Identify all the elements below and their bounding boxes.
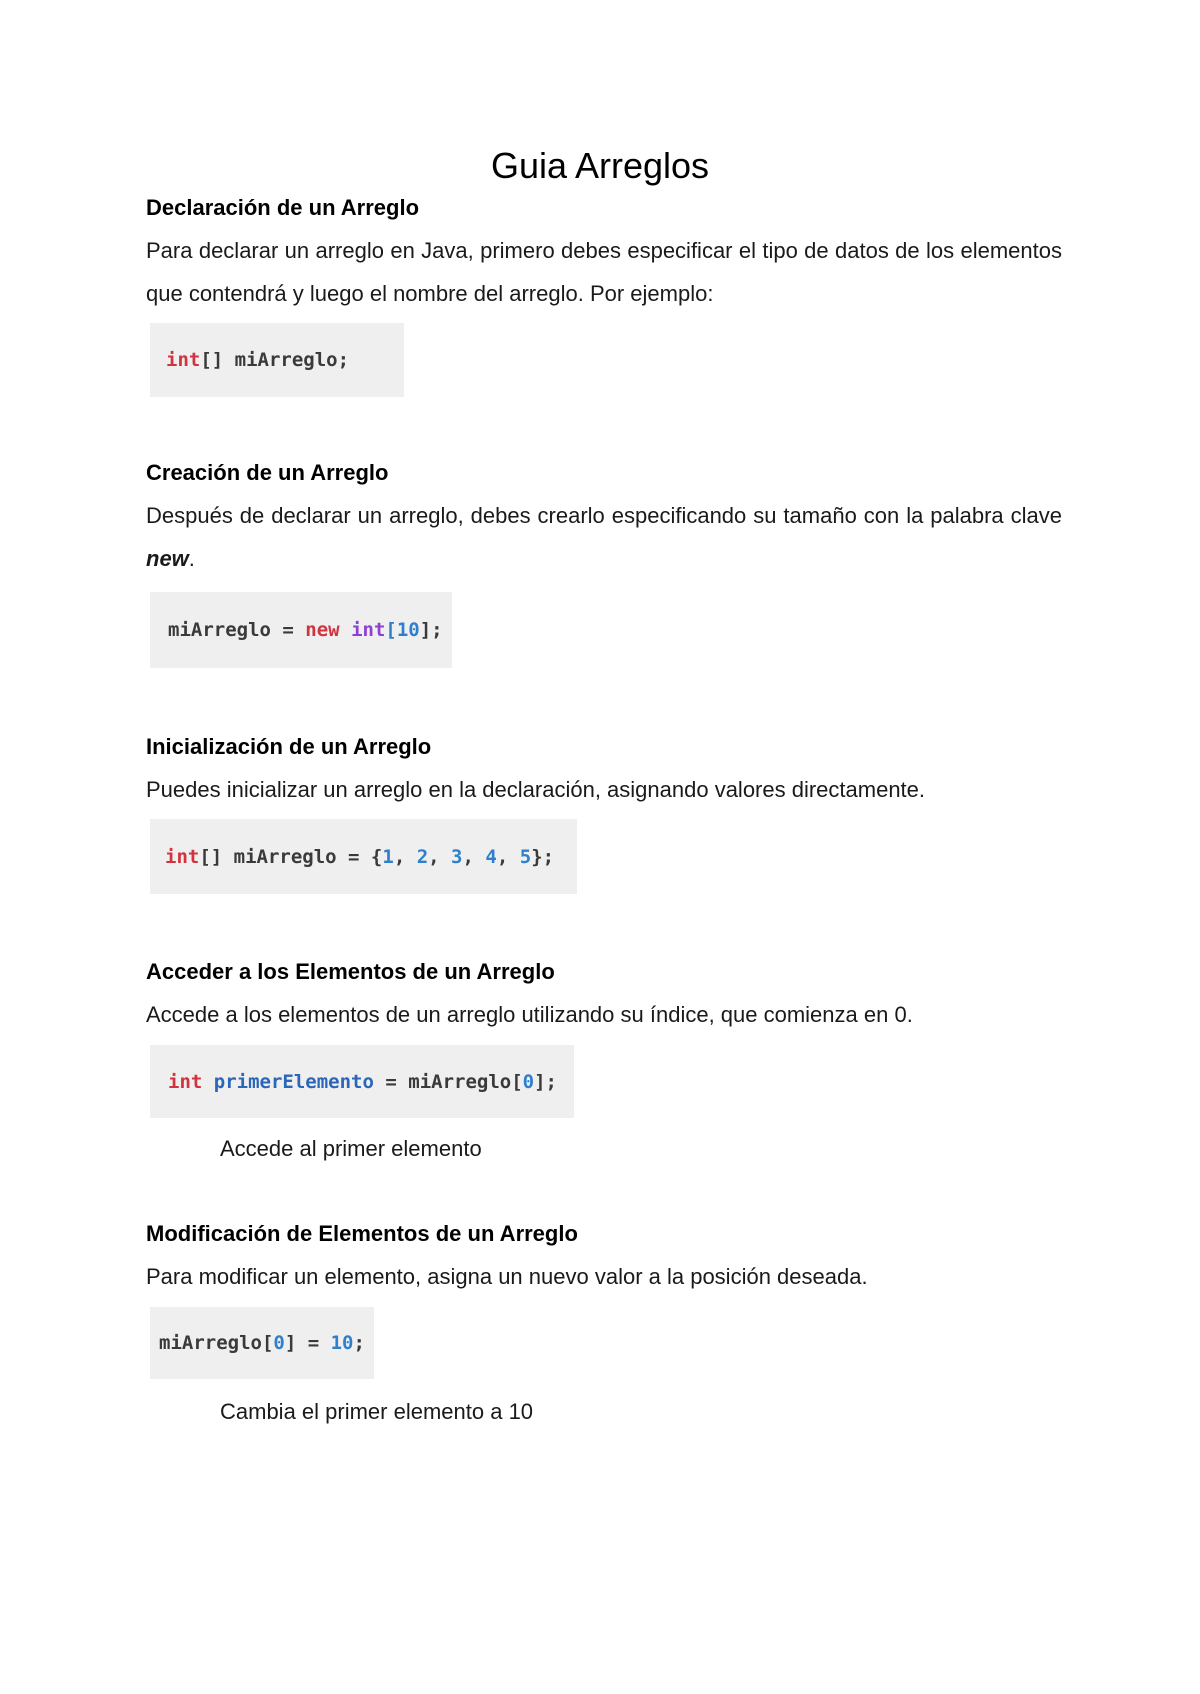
code-token-keyword: int [166,349,201,371]
section-heading-declaracion: Declaración de un Arreglo [146,195,420,220]
code-block-creacion [150,592,452,668]
code-token-separator: , [428,845,452,868]
code-token-text: miArreglo = [168,619,306,641]
code-block-inicializacion [150,819,577,894]
section-text-creacion-end: . [188,546,195,571]
code-note-modificacion: Cambia el primer elemento a 10 [220,1399,534,1424]
keyword-new: new [146,546,189,571]
code-token-number: 0 [522,1070,535,1093]
code-token-text: ] = [284,1332,331,1354]
code-token-type: int [351,619,386,641]
code-token-text: ]; [534,1070,557,1093]
code-token-number: 10 [396,619,420,641]
code-block-acceder [150,1045,574,1118]
section-text-acceder: Accede a los elementos de un arreglo utilizando su índice, que comienza en 0. [146,1002,913,1027]
code-token-separator: , [462,845,486,868]
code-token-number: 5 [519,845,532,868]
code-token-number: 0 [273,1332,285,1354]
code-token-number: 3 [451,845,463,868]
code-token-separator: , [393,845,417,868]
section-heading-creacion: Creación de un Arreglo [146,460,389,485]
section-heading-acceder: Acceder a los Elementos de un Arreglo [146,959,555,984]
code-token-text: }; [531,845,555,868]
code-token-text: = miArreglo[ [373,1070,523,1093]
code-token-text: [] miArreglo = { [199,845,383,868]
code-token-bracket: [ [385,619,397,641]
section-text-declaracion: Para declarar un arreglo en Java, primero debes especificar el tipo de datos de los elementos que contendrá y luego el nombre del arreglo. Por ejemplo: [146,238,1062,306]
code-token-text: [] miArreglo; [200,349,350,371]
code-token-space [202,1071,213,1093]
code-token-text: ]; [419,619,443,641]
code-token-keyword: new [305,619,340,641]
section-heading-inicializacion: Inicialización de un Arreglo [146,734,432,759]
code-token-variable: primerElemento [213,1070,374,1093]
code-token-number: 2 [416,845,429,868]
code-token-text: ; [353,1332,365,1354]
code-note-acceder: Accede al primer elemento [220,1136,482,1161]
page-title: Guia Arreglos [490,145,710,186]
section-text-inicializacion: Puedes inicializar un arreglo en la declaración, asignando valores directamente. [146,777,926,802]
code-token-keyword: int [165,845,200,868]
code-token-number: 4 [485,845,497,868]
code-token-number: 10 [330,1332,354,1354]
code-block-modificacion [150,1307,374,1379]
section-text-creacion [146,494,1062,580]
code-token-keyword: int [168,1070,203,1093]
code-block-declaracion [150,323,404,397]
section-text-modificacion: Para modificar un elemento, asigna un nuevo valor a la posición deseada. [146,1264,868,1289]
code-token-space [340,619,351,641]
code-token-number: 1 [382,845,394,868]
code-token-separator: , [496,845,520,868]
section-text-creacion-part: Después de declarar un arreglo, debes crearlo especificando su tamaño con la palabra clave [146,503,1062,528]
section-heading-modificacion: Modificación de Elementos de un Arreglo [146,1221,578,1246]
code-token-text: miArreglo[ [159,1332,274,1354]
